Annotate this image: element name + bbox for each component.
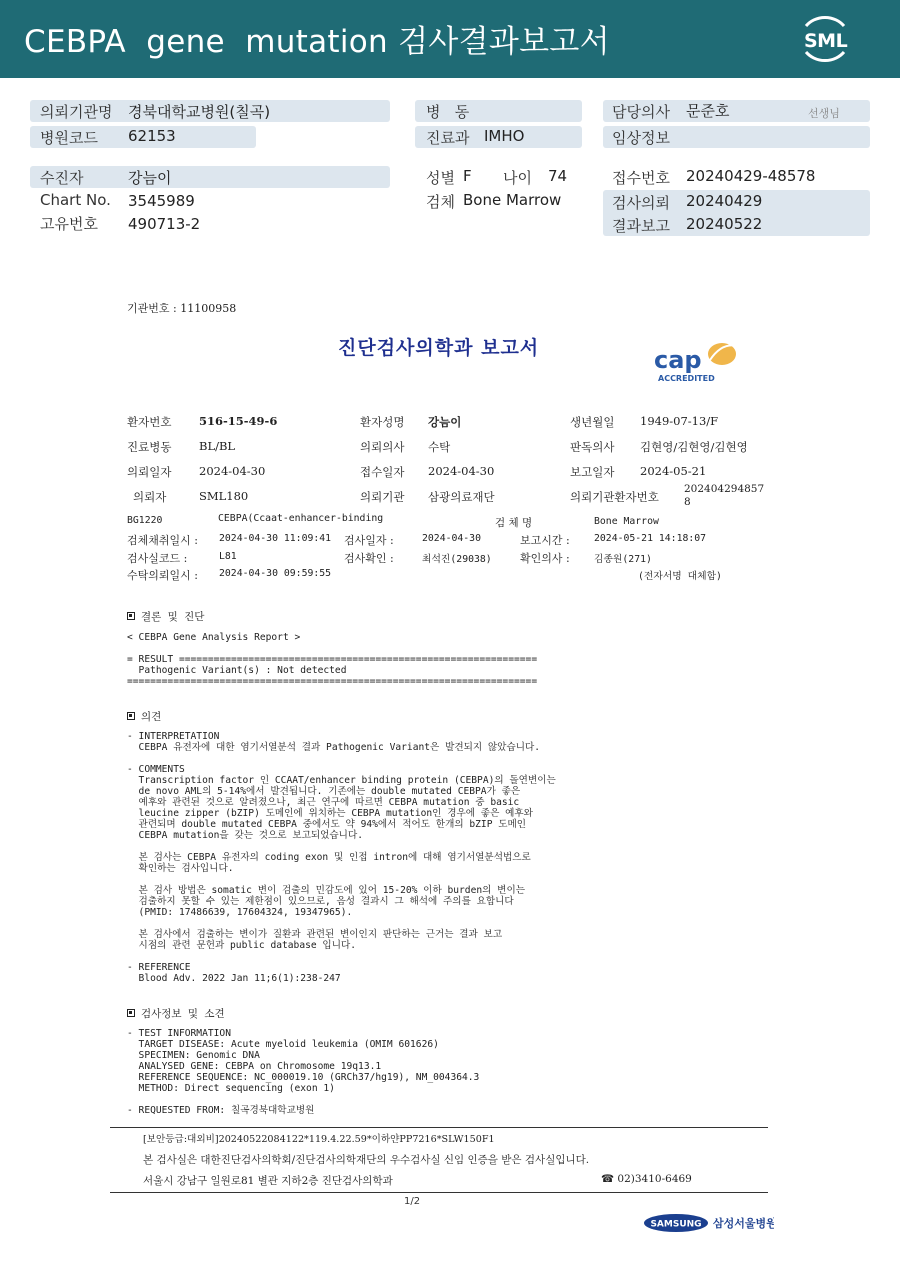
reported-value: 20240522 <box>686 215 763 233</box>
cap-accredited-logo <box>652 340 744 384</box>
dept-value: IMHO <box>484 127 525 145</box>
report-time-label: 보고시간 : <box>520 534 570 547</box>
cap-text: cap <box>654 346 702 374</box>
collect-label: 검체채취일시 : <box>127 534 198 547</box>
info-block: - TEST INFORMATION TARGET DISEASE: Acute myeloid leukemia (OMIM 601626) SPECIMEN: Genomic DNA ANALYSED GENE: CEBPA on Chromosome 19q13.1 REFERENCE SEQUENCE: NC_000019.10 (GRCh37/hg19), NM_004364.3 METHOD: Direct sequencing (exon 1) - REQUESTED FROM: 칠곡경북대학교병원 <box>127 1028 480 1116</box>
chart-label: Chart No. <box>40 191 111 209</box>
lab-code-value: L81 <box>219 551 237 562</box>
doctor-suffix: 선생님 <box>808 107 840 120</box>
req-doc-value: 수탁 <box>428 440 451 454</box>
sml-logo-icon <box>798 14 852 64</box>
hospital-code-value: 62153 <box>128 127 176 145</box>
rep-date-label: 보고일자 <box>570 465 615 479</box>
collect-value: 2024-04-30 11:09:41 <box>219 533 332 544</box>
reader-value: 김현영/김현영/김현영 <box>640 440 748 454</box>
accession-label: 접수번호 <box>612 169 670 187</box>
ward-row-value: BL/BL <box>199 439 236 453</box>
report-time-value: 2024-05-21 14:18:07 <box>594 533 707 544</box>
age-label: 나이 <box>503 169 532 187</box>
section-result-heading: 결론 및 진단 <box>127 609 204 624</box>
inst-pt-no-value-1: 202404294857 <box>684 483 765 495</box>
patient-label: 수진자 <box>40 169 84 187</box>
result-block: < CEBPA Gene Analysis Report > = RESULT ============================================================== Pathogenic Variant(s) : Not detected ======================================================================= <box>127 632 538 687</box>
recv-date-label: 접수일자 <box>360 465 405 479</box>
header-bar <box>0 0 900 78</box>
ward-row-label: 진료병동 <box>127 440 172 454</box>
address-line: 서울시 강남구 일원로81 별관 지하2층 진단검사의학과 <box>143 1175 393 1187</box>
test-date-value: 2024-04-30 <box>422 533 481 544</box>
patient-bar <box>30 166 390 188</box>
req-date-value: 2024-04-30 <box>199 464 266 478</box>
square-bullet-icon <box>127 1009 135 1017</box>
unique-label: 고유번호 <box>40 215 98 233</box>
footer-divider-bottom <box>110 1192 768 1193</box>
section-info-heading: 검사정보 및 소견 <box>127 1006 225 1021</box>
inst-pt-no-value-2: 8 <box>684 496 691 508</box>
samsung-hospital-logo <box>644 1212 774 1234</box>
pt-no-label: 환자번호 <box>127 415 172 429</box>
accession-value: 20240429-48578 <box>686 167 816 185</box>
confirm-label: 확인의사 : <box>520 552 570 565</box>
patient-value: 강늠이 <box>128 169 172 187</box>
sml-logo-text: SML <box>804 30 848 52</box>
cap-sub-text: ACCREDITED <box>658 374 715 383</box>
requested-label: 검사의뢰 <box>612 194 670 212</box>
req-doc-label: 의뢰의사 <box>360 440 405 454</box>
requester-label: 의뢰자 <box>133 490 167 504</box>
specimen-name-value: Bone Marrow <box>594 516 659 527</box>
unique-value: 490713-2 <box>128 215 201 233</box>
verify-label: 검사확인 : <box>344 552 394 565</box>
req-inst-value: 삼광의료재단 <box>428 490 495 504</box>
opinion-block: - INTERPRETATION CEBPA 유전자에 대한 염기서열분석 결과 Pathogenic Variant은 발견되지 않았습니다. - COMMENTS Transcription factor 인 CCAAT/enhancer binding protein (CEBPA)의 돌연변이는 de novo AML의 5-14%에서 발견됩니다. 기존에는 double mutated CEBPA가 좋은 예후와 관련된 것으로 알려졌으나, 최근 연구에 따르면 CEBPA mutation 중 basic leucine zipper (bZIP) 도메인에 위치하는 CEBPA mutation인 경우에 좋은 예후와 관련되며 double mutated CEBPA 중에서도 약 94%에서 적어도 한개의 bZIP 도메인 CEBPA mutation을 갖는 것으로 보고되었습니다. 본 검사는 CEBPA 유전자의 coding exon 및 인접 intron에 대해 염기서열분석법으로 확인하는 검사입니다. 본 검사 방법은 somatic 변이 검출의 민감도에 있어 15-20% 이하 burden의 변이는 검출하지 못할 수 있는 제한점이 있으므로, 음성 결과시 그 해석에 주의를 요합니다 (PMID: 17486639, 17604324, 19347965). 본 검사에서 검출하는 변이가 질환과 관련된 변이인지 판단하는 근거는 결과 보고 시점의 관련 문헌과 public database 입니다. - REFERENCE Blood Adv. 2022 Jan 11;6(1):238-247 <box>127 731 556 984</box>
sex-value: F <box>463 167 472 185</box>
pt-no-value: 516-15-49-6 <box>199 414 278 428</box>
age-value: 74 <box>548 167 568 185</box>
square-bullet-icon <box>127 612 135 620</box>
inst-pt-no-label: 의뢰기관환자번호 <box>570 490 659 504</box>
section-opinion-heading: 의견 <box>127 709 161 724</box>
rep-date-value: 2024-05-21 <box>640 464 707 478</box>
certify-line: 본 검사실은 대한진단검사의학회/진단검사의학재단의 우수검사실 신임 인증을 받은 검사실입니다. <box>143 1154 590 1166</box>
phone-line: ☎ 02)3410-6469 <box>601 1173 692 1185</box>
reported-label: 결과보고 <box>612 217 670 235</box>
institution-number: 기관번호 : 11100958 <box>127 302 237 315</box>
institution-value: 경북대학교병원(칠곡) <box>128 103 271 121</box>
specimen-name-label: 검 체 명 <box>495 517 533 529</box>
recv-date-value: 2024-04-30 <box>428 464 495 478</box>
requester-value: SML180 <box>199 489 249 503</box>
pt-name-label: 환자성명 <box>360 415 405 429</box>
dob-value: 1949-07-13/F <box>640 414 719 428</box>
test-name: CEBPA(Ccaat-enhancer-binding <box>218 513 384 524</box>
dob-label: 생년월일 <box>570 415 615 429</box>
test-code: BG1220 <box>127 515 163 526</box>
test-date-label: 검사일자 : <box>344 534 394 547</box>
doctor-value: 문준호 <box>686 102 730 120</box>
doctor-label: 담당의사 <box>612 103 670 121</box>
specimen-value: Bone Marrow <box>463 191 562 209</box>
req-inst-label: 의뢰기관 <box>360 490 405 504</box>
report-title: 진단검사의학과 보고서 <box>338 337 540 359</box>
report-main-title: CEBPA gene mutation 검사결과보고서 <box>24 24 610 60</box>
specimen-label: 검체 <box>426 193 455 211</box>
chart-value: 3545989 <box>128 192 195 210</box>
security-line: [보안등급:대외비]20240522084122*119.4.22.59*이하얀PP7216*SLW150F1 <box>143 1134 495 1145</box>
hospital-name-text: 삼성서울병원 <box>713 1217 774 1230</box>
lab-code-label: 검사실코드 : <box>127 552 188 565</box>
footer-divider-top <box>110 1127 768 1128</box>
reader-label: 판독의사 <box>570 440 615 454</box>
pt-name-value: 강늠이 <box>428 415 462 429</box>
confirm-value: 김종원(271) <box>594 554 652 565</box>
verify-value: 최석진(29038) <box>422 554 492 565</box>
requested-value: 20240429 <box>686 192 763 210</box>
sex-label: 성별 <box>426 169 455 187</box>
samsung-text: SAMSUNG <box>650 1219 702 1230</box>
consign-value: 2024-04-30 09:59:55 <box>219 568 332 579</box>
clinical-label: 임상정보 <box>612 129 670 147</box>
dept-label: 진료과 <box>426 129 470 147</box>
hospital-code-label: 병원코드 <box>40 129 98 147</box>
page-number: 1/2 <box>404 1196 421 1207</box>
esign-note: (전자서명 대체함) <box>638 571 722 582</box>
institution-label: 의뢰기관명 <box>40 103 113 121</box>
req-date-label: 의뢰일자 <box>127 465 172 479</box>
consign-label: 수탁의뢰일시 : <box>127 569 198 582</box>
ward-label: 병 동 <box>426 103 470 121</box>
square-bullet-icon <box>127 712 135 720</box>
